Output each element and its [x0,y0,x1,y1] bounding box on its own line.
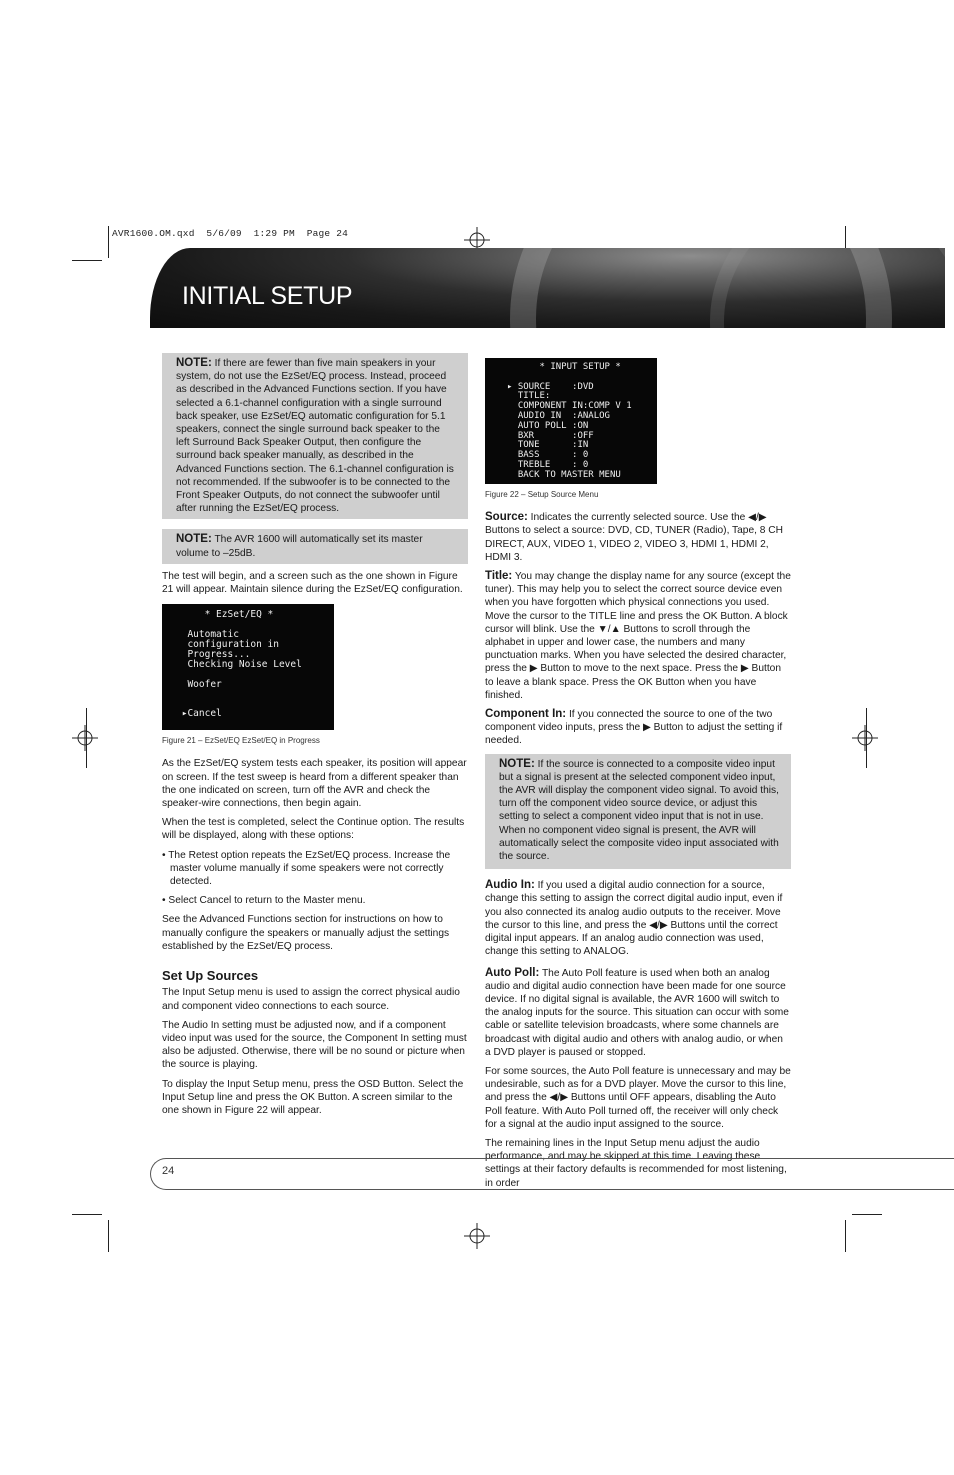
note-label: NOTE: [499,757,535,770]
term-label: Source: [485,511,528,524]
paragraph: The Audio In setting must be adjusted now, and if a component video input was used for the source, the Component In setting must also be adjusted. Otherwise, there will be no sound or picture when the source is playing. [162,1019,467,1071]
term-text: You may change the display name for any source (except the tuner). This may help you to select the correct source device even when you have forgotten which physical connections you used. Move the cursor to the TITLE line and press the OK Button. A block cursor will blink. Use the ▼/▲ Buttons to scroll through the alphabet in upper and lower case, the numbers and many punctuation marks. When you have selected the desired character, press the ▶ Button to move to the next space. Press the ▶ Button to leave a blank space. Press the OK Button when you have finished. [485,571,791,701]
registration-mark-icon [852,725,878,751]
ezset-screen-figure: * EzSet/EQ * Automatic configuration in Progress... Checking Noise Level Woofer ▸Cancel [162,604,334,730]
paragraph: See the Advanced Functions section for instructions on how to manually configure the speakers or manually adjust the settings established by the EzSet/EQ process. [162,914,450,952]
left-column [162,353,468,1123]
note-text: If the source is connected to a composite video input but a signal is present at the selected component video input, the AVR will display the component video signal. To avoid this, turn off the component video source device, or adjust this setting to select a component video input that is not in use. When no component video signal is present, the AVR will automatically select the composite video input associated with the source. [499,758,779,863]
term-label: Component In: [485,708,567,721]
page-title: INITIAL SETUP [182,282,353,310]
note-text: If there are fewer than five main speakers in your system, do not use the EzSet/EQ process. Instead, proceed as described in the Advanced Functions section. If you have selected a 6.1-channel configuration with a single surround back speaker, use EzSet/EQ automatic configuration for 5.1 speakers, connect the single surround back speaker to the left Surround Back Speaker Output, then configure the surround back speaker manually, as described in the Advanced Functions section. The 6.1-channel configuration is not recommended. If the subwoofer is to be connected to the Front Speaker Outputs, do not connect the subwoofer until after running the EzSet/EQ process. [176,358,454,515]
page-number: 24 [162,1165,175,1177]
figure-caption: Figure 21 – EzSet/EQ EzSet/EQ in Progress [162,736,320,746]
term-text: If you connected the source to one of the two component video inputs, press the ▶ Button to adjust the setting if needed. [485,709,783,747]
crop-mark [108,226,109,258]
paragraph: When the test is completed, select the Continue option. The results will be displayed, along with these options: [162,817,465,842]
term-text: Indicates the currently selected source. Use the ◀/▶ Buttons to select a source: DVD, CD, TUNER (Radio), Tape, 8 CH DIRECT, AUX, VIDEO 1, VIDEO 2, VIDEO 3, HDMI 1, HDMI 2, HDMI 3. [485,512,784,563]
right-column [485,358,791,1196]
term-text: The Auto Poll feature is used when both an analog audio and digital audio connection have been made for one source device. If no digital signal is available, the AVR 1600 will switch to the analog inputs for the source. This situation can occur with some cable or satellite television broadcasts, where some channels are broadcast with digital audio and others with analog audio, or when a DVD player is paused or stopped. [485,967,789,1058]
term-label: Auto Poll: [485,966,540,979]
paragraph: For some sources, the Auto Poll feature is unnecessary and may be undesirable, such as for a DVD player. Move the cursor to this line, and press the ◀/▶ Buttons until OFF appears, disabling the Auto Poll feature. With Auto Poll turned off, the receiver will only check for a signal at the audio input assigned to the source. [485,1065,791,1130]
paragraph [485,708,791,748]
bullet-item: • The Retest option repeats the EzSet/EQ process. Increase the master volume manually if some speakers were not correctly detected. [162,849,451,888]
crop-mark [72,260,102,261]
page-footer [150,1158,954,1190]
banner-decoration [710,248,945,328]
note-label: NOTE: [176,533,212,546]
paragraph [485,967,791,1059]
crop-mark [86,708,87,768]
paragraph: The Input Setup menu is used to assign the correct physical audio and component video connections to each source. [162,987,460,1012]
paragraph: The remaining lines in the Input Setup menu adjust the audio performance, and may be skipped at this time. Leaving these settings at their factory defaults is recommended for most listening, in order [485,1137,787,1189]
figure-caption: Figure 22 – Setup Source Menu [485,490,599,499]
paragraph: As the EzSet/EQ system tests each speaker, its position will appear on screen. If the test sweep is heard from a different speaker than the one indicated on screen, turn off the AVR and check the speaker-wire connections, then begin again. [162,758,467,810]
section-heading: Set Up Sources [162,968,259,984]
registration-mark-icon [464,1223,490,1249]
paragraph: The test will begin, and a screen such as the one shown in Figure 21 will appear. Maintain silence during the EzSet/EQ configuration. [162,570,463,596]
term-label: Title: [485,570,513,583]
crop-mark [108,1220,109,1252]
note-box [485,754,791,870]
term-label: Audio In: [485,879,535,892]
note-box [162,353,468,519]
paragraph [485,879,791,958]
bullet-item: • Select Cancel to return to the Master menu. [162,895,366,907]
note-label: NOTE: [176,357,212,369]
paragraph: To display the Input Setup menu, press the OSD Button. Select the Input Setup line and press the OK Button. A screen similar to the one shown in Figure 22 will appear. [162,1078,464,1116]
section-banner [150,248,945,328]
note-box [162,529,468,563]
crop-mark [845,1220,846,1252]
crop-mark [72,1214,102,1215]
note-text: The AVR 1600 will automatically set its master volume to –25dB. [176,534,423,559]
print-slug: AVR1600.OM.qxd 5/6/09 1:29 PM Page 24 [112,228,349,239]
term-text: If you used a digital audio connection for a source, change this setting to assign the correct digital audio input, even if you also connected its analog audio outputs to the receiver. Move the cursor to this line, and press the ◀/▶ Buttons until the correct digital input appears. If an analog audio connection was used, change this setting to ANALOG. [485,880,783,958]
paragraph [485,570,791,702]
input-setup-screen-figure: * INPUT SETUP * ▸ SOURCE :DVD TITLE: COMPONENT IN:COMP V 1 AUDIO IN :ANALOG AUTO POLL :ON BXR :OFF TONE :IN BASS : 0 TREBLE : 0 BACK TO MASTER MENU [485,358,657,484]
crop-mark [852,1214,882,1215]
paragraph [485,511,791,564]
crop-mark [866,708,867,768]
registration-mark-icon [72,725,98,751]
